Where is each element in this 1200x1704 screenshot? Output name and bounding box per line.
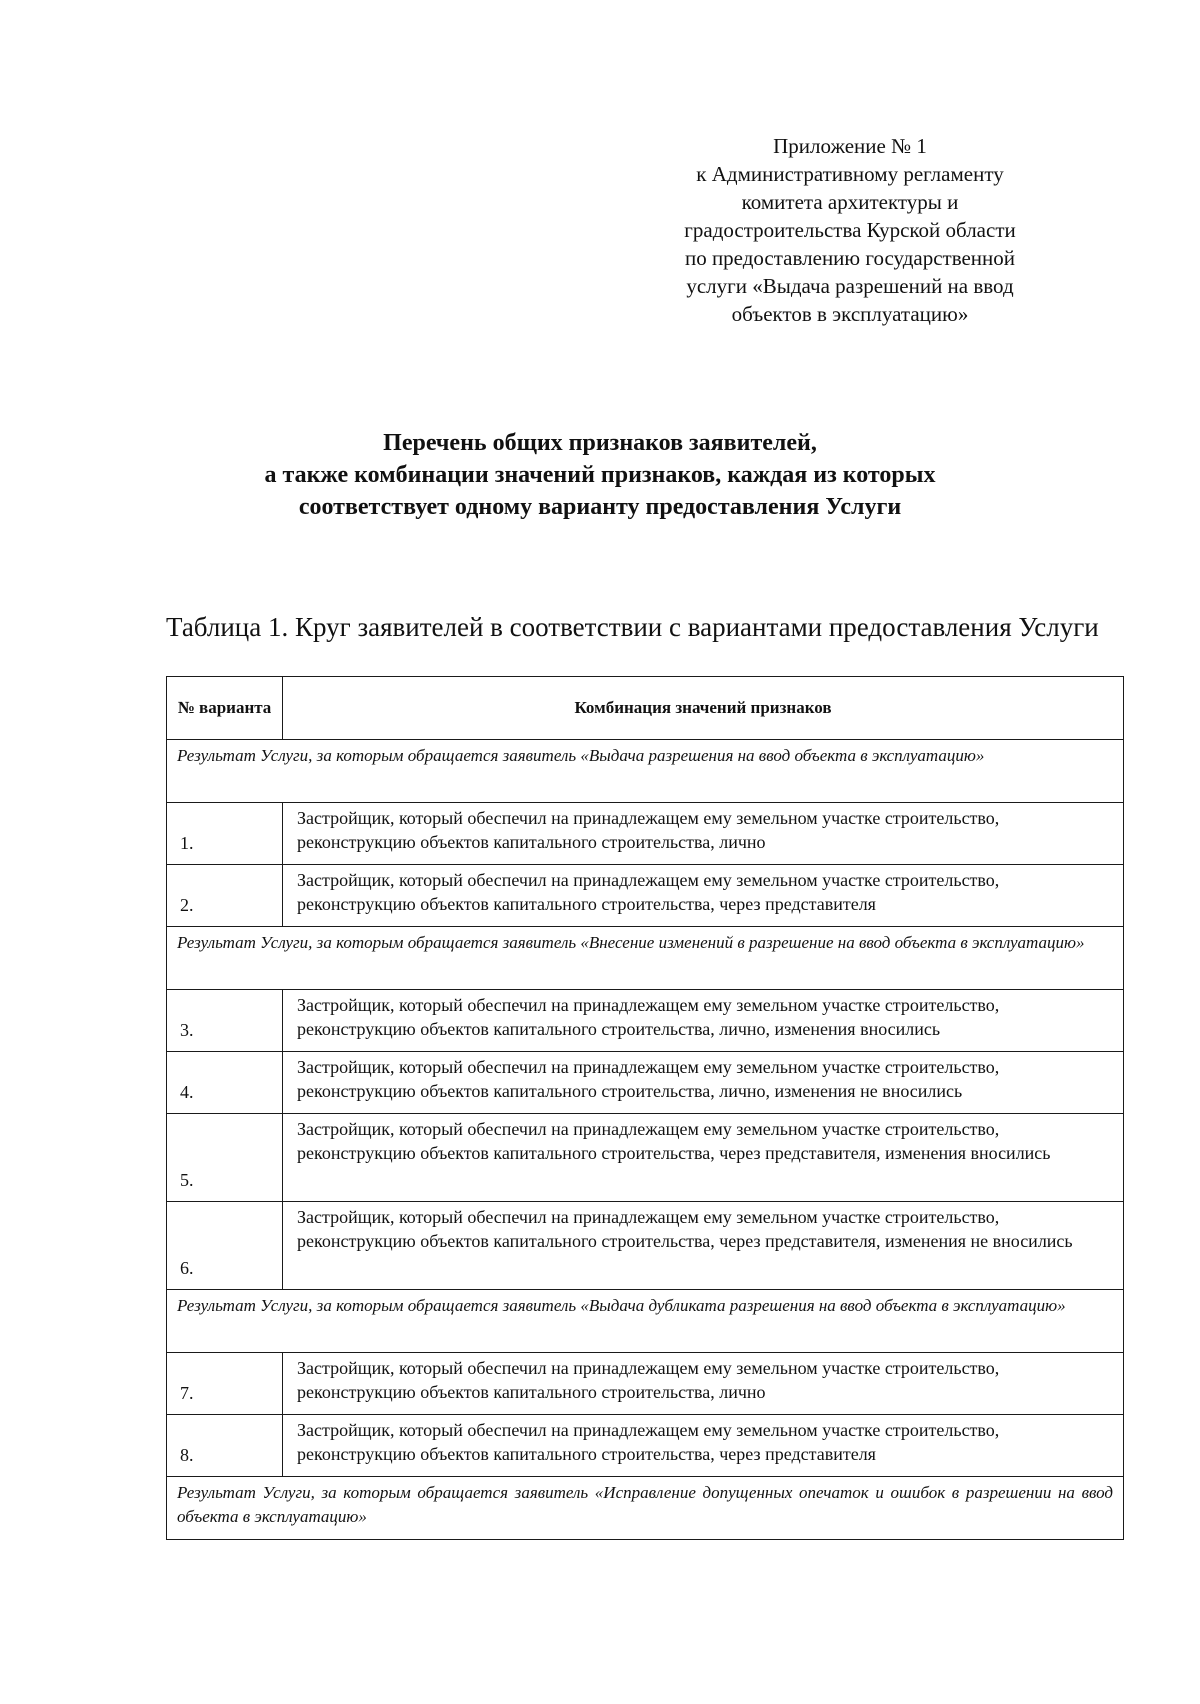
appendix-line: градостроительства Курской области — [684, 218, 1016, 242]
table-caption: Таблица 1. Круг заявителей в соответствии с вариантами предоставления Услуги — [166, 612, 1099, 642]
variant-text: Застройщик, который обеспечил на принадлежащем ему земельном участке строительство, реконструкцию объектов капитального строительства, лично — [283, 803, 1124, 865]
group-label: Результат Услуги, за которым обращается заявитель «Выдача дубликата разрешения на ввод объекта в эксплуатацию» — [167, 1290, 1124, 1353]
title-line: а также комбинации значений признаков, каждая из которых — [264, 462, 936, 488]
title-line: Перечень общих признаков заявителей, — [383, 430, 817, 456]
variant-number: 6. — [167, 1202, 283, 1290]
variant-text: Застройщик, который обеспечил на принадлежащем ему земельном участке строительство, реконструкцию объектов капитального строительства, через представителя, изменения вносились — [283, 1114, 1124, 1202]
appendix-line: комитета архитектуры и — [741, 190, 959, 214]
header-variant-number: № варианта — [167, 677, 283, 740]
table-row — [167, 865, 1124, 927]
group-row — [167, 927, 1124, 990]
variant-number: 3. — [167, 990, 283, 1052]
variant-text: Застройщик, который обеспечил на принадлежащем ему земельном участке строительство, реконструкцию объектов капитального строительства, через представителя, изменения не вносились — [283, 1202, 1124, 1290]
variant-number: 7. — [167, 1353, 283, 1415]
group-label: Результат Услуги, за которым обращается заявитель «Исправление допущенных опечаток и ошибок в разрешении на ввод объекта в эксплуатацию» — [167, 1477, 1124, 1540]
appendix-line: объектов в эксплуатацию» — [731, 302, 969, 326]
variant-number: 8. — [167, 1415, 283, 1477]
variants-table — [166, 676, 1124, 1540]
header-combination: Комбинация значений признаков — [283, 677, 1124, 740]
table-row — [167, 1052, 1124, 1114]
group-row — [167, 740, 1124, 803]
appendix-line: по предоставлению государственной — [684, 246, 1016, 270]
table-row — [167, 990, 1124, 1052]
variant-text: Застройщик, который обеспечил на принадлежащем ему земельном участке строительство, реконструкцию объектов капитального строительства, лично — [283, 1353, 1124, 1415]
group-label: Результат Услуги, за которым обращается заявитель «Внесение изменений в разрешение на ввод объекта в эксплуатацию» — [167, 927, 1124, 990]
title-line: соответствует одному варианту предоставления Услуги — [298, 494, 902, 520]
variant-number: 5. — [167, 1114, 283, 1202]
appendix-line: Приложение № 1 — [773, 134, 927, 158]
variant-number: 1. — [167, 803, 283, 865]
variant-text: Застройщик, который обеспечил на принадлежащем ему земельном участке строительство, реконструкцию объектов капитального строительства, через представителя — [283, 865, 1124, 927]
table-row — [167, 1202, 1124, 1290]
group-row — [167, 1290, 1124, 1353]
appendix-block — [640, 132, 1060, 328]
table-row — [167, 1114, 1124, 1202]
variant-number: 4. — [167, 1052, 283, 1114]
appendix-line: к Административному регламенту — [696, 162, 1004, 186]
variant-text: Застройщик, который обеспечил на принадлежащем ему земельном участке строительство, реконструкцию объектов капитального строительства, лично, изменения не вносились — [283, 1052, 1124, 1114]
table-row — [167, 803, 1124, 865]
variant-text: Застройщик, который обеспечил на принадлежащем ему земельном участке строительство, реконструкцию объектов капитального строительства, лично, изменения вносились — [283, 990, 1124, 1052]
document-title — [150, 427, 1050, 523]
appendix-line: услуги «Выдача разрешений на ввод — [686, 274, 1014, 298]
group-label: Результат Услуги, за которым обращается заявитель «Выдача разрешения на ввод объекта в эксплуатацию» — [167, 740, 1124, 803]
group-row — [167, 1477, 1124, 1540]
variant-text: Застройщик, который обеспечил на принадлежащем ему земельном участке строительство, реконструкцию объектов капитального строительства, через представителя — [283, 1415, 1124, 1477]
table-header-row — [167, 677, 1124, 740]
table-row — [167, 1415, 1124, 1477]
table-row — [167, 1353, 1124, 1415]
variant-number: 2. — [167, 865, 283, 927]
